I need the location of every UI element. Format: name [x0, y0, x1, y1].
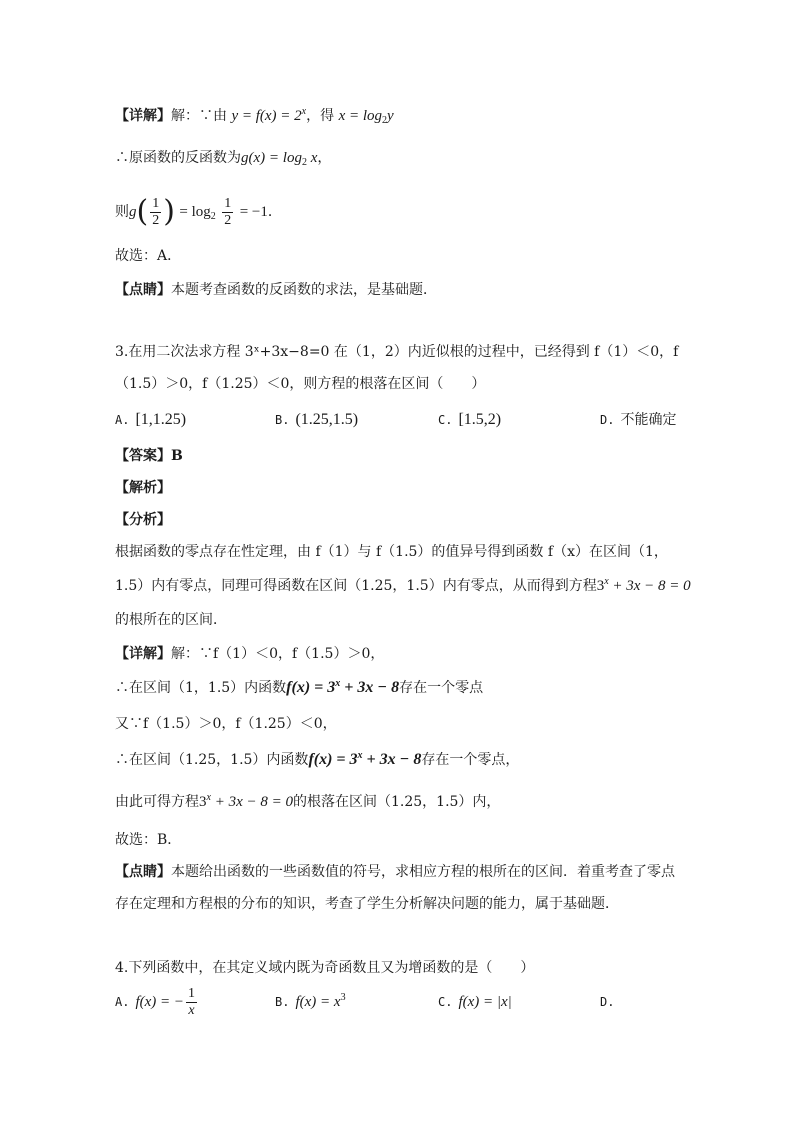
q3-point-2: 存在定理和方程根的分布的知识，考查了学生分析解决问题的能力，属于基础题． [115, 896, 619, 912]
q3-detail-5: 由此可得方程$3^x + 3x - 8 = 0$的根落在区间（1.25，1.5）内， [115, 792, 501, 810]
detail-label: 【详解】 [115, 108, 171, 124]
q3-detail-1: 【详解】解：∵f（1）＜0，f（1.5）＞0， [115, 646, 385, 662]
q3-point-1: 【点睛】本题给出函数的一些函数值的符号，求相应方程的根所在的区间．着重考查了零点 [115, 864, 675, 880]
q3-detail-4: ∴在区间（1.25，1.5）内函数$f(x) = 3^x + 3x - 8$存在一个零点， [115, 750, 520, 768]
q3-stem-1: 3.在用二次法求方程 3ˣ+3x−8=0 在（1，2）内近似根的过程中，已经得到 f（1）＜0，f [115, 344, 679, 360]
q3-detail-6: 故选：B． [115, 832, 182, 848]
q3-analysis-2: 1.5）内有零点，同理可得函数在区间（1.25，1.5）内有零点，从而得到方程$3^x + 3x - 8 = 0$ [115, 576, 691, 594]
q3-option-d: D. 不能确定 [600, 412, 677, 428]
fraction-one-half: $\frac{1}{2}$ [152, 195, 160, 228]
q3-analysis-1: 根据函数的零点存在性定理，由 f（1）与 f（1.5）的值异号得到函数 f（x）在区间（1， [115, 544, 668, 560]
q2-point-line: 【点睛】本题考查函数的反函数的求法，是基础题． [115, 282, 437, 298]
q3-option-b: B. (1.25,1.5) [275, 411, 359, 428]
q3-analysis-title: 【解析】 [115, 480, 171, 496]
q3-detail-2: ∴在区间（1，1.5）内函数$f(x) = 3^x + 3x - 8$存在一个零点 [115, 678, 484, 696]
q2-choice-line: 故选：A． [115, 248, 182, 264]
q3-stem-2: （1.5）＞0，f（1.25）＜0，则方程的根落在区间（ ） [115, 376, 486, 392]
q2-evaluate-line: 则g( $\frac{1}{2}$ ) = $\log_2$ $\frac{1}{2}$ = −1． [115, 194, 282, 229]
q2-inverse-line: ∴原函数的反函数为$g(x) = \log_2 x$， [115, 150, 332, 168]
fraction-one-half-2: $\frac{1}{2}$ [224, 195, 232, 228]
q3-detail-3: 又∵f（1.5）＞0，f（1.25）＜0， [115, 716, 337, 732]
q3-sub-title: 【分析】 [115, 512, 171, 528]
q3-analysis-3: 的根所在的区间． [115, 612, 227, 628]
q4-stem: 4.下列函数中，在其定义域内既为奇函数且又为增函数的是（ ） [115, 960, 535, 976]
q4-option-d: D. [600, 995, 615, 1009]
q3-answer: 【答案】B [115, 448, 183, 464]
q2-detail-line: 【详解】解：∵由 $y = f(x) = 2^x$，得 $x = \log_2y$ [115, 106, 394, 126]
q4-option-b: B. $f(x) = x^3$ [275, 992, 346, 1010]
q3-option-a: A. [1,1.25) [115, 411, 187, 428]
fraction-one-over-x: $\frac{1}{x}$ [188, 985, 196, 1018]
q4-option-a: A. f(x) = − $\frac{1}{x}$ [115, 985, 196, 1018]
q4-option-c: C. f(x) = |x| [438, 994, 512, 1010]
q3-option-c: C. [1.5,2) [438, 411, 502, 428]
